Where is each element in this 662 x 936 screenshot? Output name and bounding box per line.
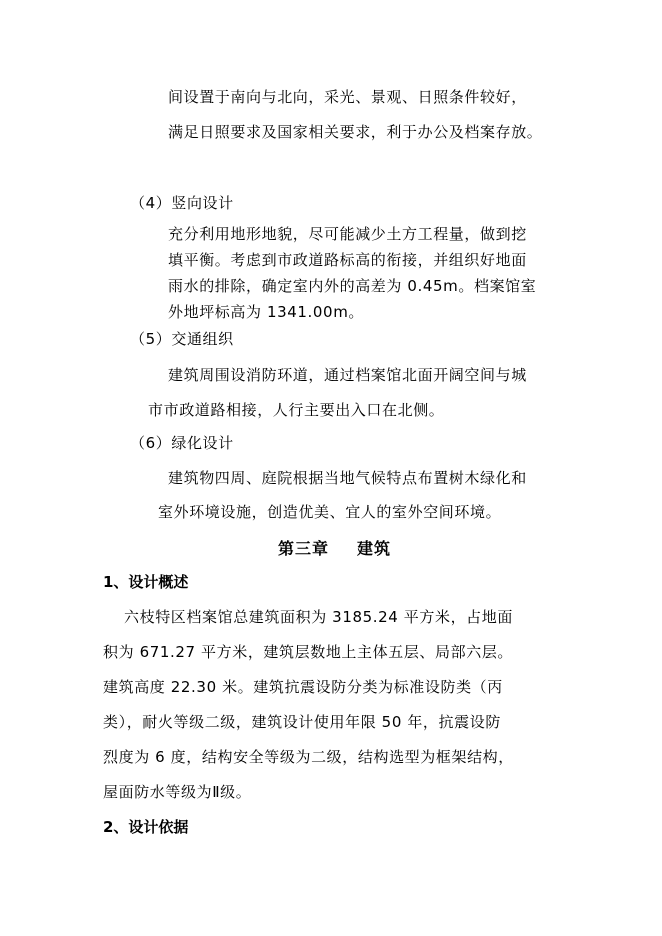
paragraph-line: 烈度为 6 度，结构安全等级为二级，结构选型为框架结构， bbox=[103, 748, 514, 766]
section-heading-basis: 2、设计依据 bbox=[103, 818, 189, 836]
subsection-heading-traffic: （5）交通组织 bbox=[130, 330, 234, 348]
paragraph-line: 满足日照要求及国家相关要求，利于办公及档案存放。 bbox=[168, 123, 543, 141]
paragraph-line: 类），耐火等级二级，建筑设计使用年限 50 年，抗震设防 bbox=[103, 713, 501, 731]
paragraph-line: 填平衡。考虑到市政道路标高的衔接，并组织好地面 bbox=[168, 251, 527, 269]
paragraph-line: 间设置于南向与北向，采光、景观、日照条件较好， bbox=[168, 88, 527, 106]
paragraph-line: 建筑周围设消防环道，通过档案馆北面开阔空间与城 bbox=[168, 366, 527, 384]
section-heading-overview: 1、设计概述 bbox=[103, 573, 189, 591]
paragraph-line: 积为 671.27 平方米，建筑层数地上主体五层、局部六层。 bbox=[103, 643, 514, 661]
paragraph-line: 建筑高度 22.30 米。建筑抗震设防分类为标准设防类（丙 bbox=[103, 678, 503, 696]
chapter-number: 第三章 bbox=[278, 539, 330, 558]
paragraph-line: 室外环境设施，创造优美、宜人的室外空间环境。 bbox=[158, 503, 502, 521]
chapter-title bbox=[278, 539, 391, 559]
paragraph-line: 外地坪标高为 1341.00m。 bbox=[168, 303, 365, 321]
chapter-name: 建筑 bbox=[357, 539, 392, 558]
paragraph-line: 六枝特区档案馆总建筑面积为 3185.24 平方米，占地面 bbox=[124, 608, 513, 626]
paragraph-line: 充分利用地形地貌，尽可能减少土方工程量，做到挖 bbox=[168, 225, 527, 243]
paragraph-line: 雨水的排除，确定室内外的高差为 0.45m。档案馆室 bbox=[168, 277, 537, 295]
subsection-heading-vertical-design: （4）竖向设计 bbox=[130, 194, 234, 212]
paragraph-line: 建筑物四周、庭院根据当地气候特点布置树木绿化和 bbox=[168, 469, 527, 487]
subsection-heading-greening: （6）绿化设计 bbox=[130, 434, 234, 452]
paragraph-line: 市市政道路相接，人行主要出入口在北侧。 bbox=[148, 401, 445, 419]
paragraph-line: 屋面防水等级为Ⅱ级。 bbox=[103, 783, 252, 801]
